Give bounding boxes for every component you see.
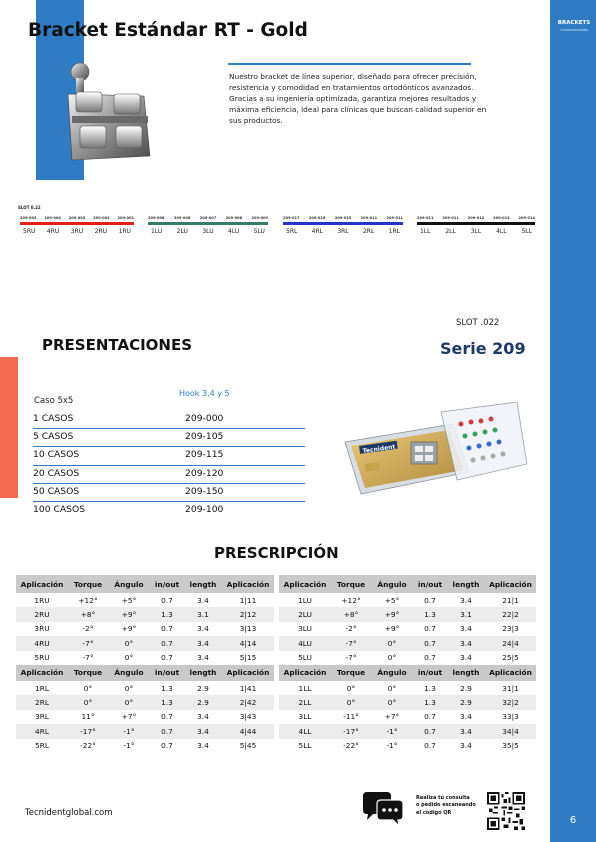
column-header: Aplicación	[279, 665, 331, 681]
table-cell: 0.7	[150, 710, 184, 724]
table-cell: 3.4	[447, 739, 485, 753]
product-code: 209-012	[467, 216, 485, 220]
table-cell: 0.7	[413, 651, 447, 665]
table-cell: 22|2	[485, 607, 536, 621]
table-cell: 3|43	[222, 710, 274, 724]
prescripcion-heading: PRESCRIPCIÓN	[214, 544, 339, 562]
table-row	[16, 651, 274, 665]
presentacion-qty: 20 CASOS	[33, 467, 80, 479]
table-cell: 3.4	[184, 622, 222, 636]
column-header: Aplicación	[16, 575, 68, 593]
prescription-table-left-side	[279, 575, 536, 753]
table-cell: 25|5	[485, 651, 536, 665]
table-cell: -22°	[68, 739, 108, 753]
color-bar	[148, 222, 268, 225]
table-cell: +12°	[331, 593, 371, 607]
table-cell: 3|13	[222, 622, 274, 636]
tooth-label: 1LL	[420, 227, 431, 235]
presentaciones-heading: PRESENTACIONES	[42, 336, 193, 354]
product-code: 209-002	[93, 216, 110, 220]
tooth-label: 3RL	[337, 227, 349, 235]
column-header: in/out	[150, 575, 184, 593]
product-code: 209-015	[334, 216, 352, 220]
presentacion-row	[33, 502, 305, 520]
table-cell: 11°	[68, 710, 108, 724]
table-cell: 0°	[371, 636, 413, 650]
sidebar-category: BRACKETS	[557, 20, 591, 26]
table-row	[16, 607, 274, 621]
table-cell: 21|1	[485, 593, 536, 607]
presentacion-qty: 100 CASOS	[33, 503, 86, 515]
table-cell: 2.9	[184, 695, 222, 709]
table-cell: 2LU	[279, 607, 331, 621]
column-header: Aplicación	[279, 575, 331, 593]
table-row	[16, 622, 274, 636]
right-sidebar	[550, 0, 596, 842]
table-cell: 3.4	[184, 739, 222, 753]
table-cell: 3.4	[184, 710, 222, 724]
table-cell: -7°	[331, 636, 371, 650]
table-cell: 31|1	[485, 681, 536, 695]
table-cell: 4|14	[222, 636, 274, 650]
column-header: length	[447, 665, 485, 681]
slot-label: SLOT .022	[456, 318, 500, 328]
presentacion-qty: 5 CASOS	[33, 431, 74, 443]
table-cell: 2LL	[279, 695, 331, 709]
product-code: 209-016	[308, 216, 326, 220]
column-header: Aplicación	[222, 665, 274, 681]
product-code: 209-011	[360, 216, 378, 220]
slot-label-small: SLOT 0.22	[18, 205, 41, 210]
table-cell: 0°	[331, 695, 371, 709]
table-cell: -1°	[108, 739, 150, 753]
table-cell: 2|42	[222, 695, 274, 709]
table-cell: 0°	[371, 651, 413, 665]
table-cell: -1°	[108, 724, 150, 738]
table-cell: 0.7	[150, 622, 184, 636]
table-cell: 1|41	[222, 681, 274, 695]
table-cell: 5RU	[16, 651, 68, 665]
table-cell: 3.4	[184, 636, 222, 650]
product-code: 209-013	[493, 216, 510, 220]
column-header: length	[184, 575, 222, 593]
table-header-row	[279, 665, 536, 681]
table-cell: 1RU	[16, 593, 68, 607]
table-cell: 34|4	[485, 724, 536, 738]
table-cell: 33|3	[485, 710, 536, 724]
bracket-image	[62, 60, 154, 168]
table-cell: 1LU	[279, 593, 331, 607]
table-cell: -7°	[68, 636, 108, 650]
presentacion-code: 209-100	[185, 503, 224, 515]
prescription-table-right-side	[16, 575, 274, 753]
table-row	[16, 695, 274, 709]
presentacion-code: 209-115	[185, 449, 224, 461]
table-row	[279, 622, 536, 636]
tooth-label: 3LU	[202, 227, 214, 235]
table-row	[16, 724, 274, 738]
table-cell: 0°	[331, 681, 371, 695]
table-row	[279, 695, 536, 709]
table-cell: +8°	[68, 607, 108, 621]
code-group-upper-right	[20, 216, 134, 235]
table-row	[16, 636, 274, 650]
hook-label: Hook 3,4 y 5	[179, 389, 230, 398]
column-header: Aplicación	[485, 575, 536, 593]
tooth-label: 3RU	[70, 227, 84, 235]
table-cell: 23|3	[485, 622, 536, 636]
table-row	[279, 636, 536, 650]
page-number: 6	[569, 815, 577, 826]
website-link[interactable]: Tecnidentglobal.com	[25, 808, 113, 818]
product-code: 209-011	[442, 216, 459, 220]
table-cell: 1.3	[413, 695, 447, 709]
table-cell: 0°	[108, 695, 150, 709]
table-cell: 0.7	[413, 636, 447, 650]
qr-instructions	[416, 795, 476, 817]
table-cell: 0.7	[413, 710, 447, 724]
table-cell: 3.4	[447, 593, 485, 607]
column-header: in/out	[413, 665, 447, 681]
table-cell: 2|12	[222, 607, 274, 621]
column-header: Aplicación	[16, 665, 68, 681]
tooth-label: 3LL	[470, 227, 482, 235]
tooth-label: 4LL	[496, 227, 507, 235]
tooth-label: 4RU	[46, 227, 60, 235]
column-header: Aplicación	[485, 665, 536, 681]
table-cell: 2RU	[16, 607, 68, 621]
table-cell: 3RU	[16, 622, 68, 636]
table-cell: 35|5	[485, 739, 536, 753]
column-header: Torque	[68, 575, 108, 593]
table-cell: +5°	[371, 593, 413, 607]
qr-text-line: o pedido escaneando	[416, 802, 476, 809]
table-cell: +5°	[108, 593, 150, 607]
column-header: Torque	[331, 665, 371, 681]
table-cell: 4LU	[279, 636, 331, 650]
table-cell: 2.9	[447, 681, 485, 695]
tooth-label: 4LU	[228, 227, 240, 235]
presentacion-row	[33, 484, 305, 502]
table-cell: 1.3	[150, 681, 184, 695]
table-cell: 3.1	[184, 607, 222, 621]
product-code: 209-009	[251, 216, 268, 220]
color-bar	[283, 222, 403, 225]
tooth-label: 1RL	[388, 227, 400, 235]
tooth-label: 5RL	[286, 227, 298, 235]
tooth-label: 5RU	[23, 227, 36, 235]
column-header: Ángulo	[371, 575, 413, 593]
page-title: Bracket Estándar RT - Gold	[28, 20, 308, 41]
column-header: in/out	[150, 665, 184, 681]
product-code: 209-007	[199, 216, 217, 220]
product-code: 209-006	[148, 216, 165, 220]
table-cell: 0°	[108, 636, 150, 650]
presentacion-row	[33, 411, 305, 429]
product-code: 209-014	[518, 216, 535, 220]
tooth-label: 1RU	[118, 227, 131, 235]
table-cell: 3.4	[447, 724, 485, 738]
table-cell: 2.9	[447, 695, 485, 709]
qr-text-line: el código QR	[416, 809, 452, 816]
table-cell: 3.4	[447, 651, 485, 665]
table-cell: 0.7	[150, 636, 184, 650]
table-cell: +9°	[371, 607, 413, 621]
table-cell: 0.7	[413, 724, 447, 738]
column-header: length	[447, 575, 485, 593]
table-cell: 1.3	[150, 695, 184, 709]
column-header: Ángulo	[108, 665, 150, 681]
table-cell: -2°	[68, 622, 108, 636]
code-group-lower-right	[283, 216, 403, 235]
table-cell: 0°	[68, 681, 108, 695]
table-cell: 4RL	[16, 724, 68, 738]
table-header-row	[16, 575, 274, 593]
presentacion-code: 209-120	[185, 467, 224, 479]
table-cell: 4|44	[222, 724, 274, 738]
table-cell: 0°	[108, 681, 150, 695]
table-cell: 0.7	[413, 622, 447, 636]
presentacion-code: 209-105	[185, 431, 224, 443]
code-group-upper-left	[148, 216, 268, 235]
tooth-label: 5LL	[521, 227, 532, 235]
table-cell: +8°	[331, 607, 371, 621]
table-header-row	[279, 575, 536, 593]
serie-label: Serie 209	[440, 339, 526, 358]
table-cell: -7°	[331, 651, 371, 665]
table-cell: 3.4	[447, 710, 485, 724]
tooth-label: 4RL	[311, 227, 323, 235]
tooth-label: 2LL	[445, 227, 456, 235]
table-cell: 0°	[108, 651, 150, 665]
table-cell: 0.7	[150, 739, 184, 753]
presentacion-code: 209-000	[185, 413, 224, 424]
table-row	[279, 593, 536, 607]
table-cell: 1LL	[279, 681, 331, 695]
table-cell: 0.7	[150, 724, 184, 738]
table-cell: 0.7	[150, 593, 184, 607]
product-code: 209-006	[173, 216, 191, 220]
table-row	[279, 724, 536, 738]
table-cell: 1.3	[413, 607, 447, 621]
table-cell: 5|15	[222, 651, 274, 665]
table-cell: +12°	[68, 593, 108, 607]
table-cell: 0.7	[413, 739, 447, 753]
table-row	[279, 651, 536, 665]
product-code: 209-005	[20, 216, 37, 220]
table-row	[279, 681, 536, 695]
tooth-label: 2RL	[362, 227, 375, 235]
tooth-label: 2LU	[176, 227, 188, 235]
presentacion-row	[33, 447, 305, 465]
presentacion-code: 209-150	[185, 485, 224, 497]
table-cell: -11°	[331, 710, 371, 724]
product-code: 209-011	[386, 216, 403, 220]
tooth-label: 2RU	[94, 227, 108, 235]
table-cell: 32|2	[485, 695, 536, 709]
table-cell: 1.3	[150, 607, 184, 621]
sidebar-subcategory: Convencionales	[560, 28, 588, 32]
table-cell: 24|4	[485, 636, 536, 650]
table-row	[279, 739, 536, 753]
table-row	[279, 607, 536, 621]
caso-label: Caso 5x5	[34, 396, 74, 406]
color-bar	[417, 222, 535, 225]
table-cell: +7°	[371, 710, 413, 724]
table-cell: 3.1	[447, 607, 485, 621]
table-row	[16, 710, 274, 724]
table-cell: 2RL	[16, 695, 68, 709]
table-cell: +9°	[108, 622, 150, 636]
table-cell: -22°	[331, 739, 371, 753]
table-cell: 0°	[371, 695, 413, 709]
presentaciones-table	[33, 411, 305, 520]
column-header: in/out	[413, 575, 447, 593]
table-cell: 5LU	[279, 651, 331, 665]
table-cell: -1°	[371, 724, 413, 738]
product-code: 209-004	[44, 216, 61, 220]
presentacion-qty: 50 CASOS	[33, 485, 80, 497]
column-header: Ángulo	[108, 575, 150, 593]
table-cell: 0.7	[150, 651, 184, 665]
table-cell: -2°	[331, 622, 371, 636]
product-box-image	[341, 402, 529, 502]
table-cell: -17°	[331, 724, 371, 738]
code-group-lower-left	[417, 216, 535, 235]
table-cell: 4RU	[16, 636, 68, 650]
qr-text-line: Realiza tú consulta	[416, 795, 470, 801]
product-description: Nuestro bracket de línea superior, diseñado para ofrecer precisión, resistencia y comodidad en tratamientos ortodónticos avanzados. Gracias a su ingeniería optimizada, garantiza mejores resultados y máxima eficiencia, ideal para clínicas que buscan calidad superior en sus productos.	[229, 72, 487, 125]
table-cell: 2.9	[184, 681, 222, 695]
table-cell: 0.7	[413, 593, 447, 607]
qr-code[interactable]	[487, 792, 525, 830]
table-cell: 5LL	[279, 739, 331, 753]
chat-icon	[361, 790, 405, 828]
table-row	[16, 739, 274, 753]
table-cell: 1|11	[222, 593, 274, 607]
table-cell: -17°	[68, 724, 108, 738]
presentacion-qty: 1 CASOS	[33, 413, 74, 424]
presentacion-qty: 10 CASOS	[33, 449, 80, 461]
table-cell: 3.4	[184, 724, 222, 738]
table-cell: -1°	[371, 739, 413, 753]
table-cell: 1RL	[16, 681, 68, 695]
table-cell: 4LL	[279, 724, 331, 738]
presentacion-row	[33, 429, 305, 447]
table-cell: -7°	[68, 651, 108, 665]
table-cell: 1.3	[413, 681, 447, 695]
table-cell: 5|45	[222, 739, 274, 753]
table-cell: 0°	[68, 695, 108, 709]
table-cell: 3.4	[447, 636, 485, 650]
column-header: length	[184, 665, 222, 681]
product-code: 209-003	[68, 216, 86, 220]
color-bar	[20, 222, 134, 225]
tooth-label: 1LU	[151, 227, 163, 235]
table-row	[16, 681, 274, 695]
table-cell: 3.4	[184, 593, 222, 607]
product-code: 209-001	[117, 216, 134, 220]
tooth-label: 5LU	[253, 227, 265, 235]
column-header: Torque	[68, 665, 108, 681]
column-header: Ángulo	[371, 665, 413, 681]
table-cell: 3RL	[16, 710, 68, 724]
table-cell: 5RL	[16, 739, 68, 753]
product-code: 209-017	[283, 216, 300, 220]
table-cell: 3.4	[447, 622, 485, 636]
title-underline	[228, 63, 471, 65]
presentacion-row	[33, 466, 305, 484]
table-cell: 3LL	[279, 710, 331, 724]
table-row	[279, 710, 536, 724]
table-cell: 3.4	[184, 651, 222, 665]
table-cell: 3LU	[279, 622, 331, 636]
table-cell: 0°	[371, 681, 413, 695]
table-cell: +7°	[108, 710, 150, 724]
orange-accent-bar	[0, 357, 18, 498]
table-row	[16, 593, 274, 607]
table-cell: +9°	[371, 622, 413, 636]
table-cell: +9°	[108, 607, 150, 621]
table-header-row	[16, 665, 274, 681]
product-code: 209-008	[225, 216, 243, 220]
box-brand-text: Tecnident	[362, 443, 396, 455]
product-code: 209-011	[417, 216, 434, 220]
column-header: Aplicación	[222, 575, 274, 593]
column-header: Torque	[331, 575, 371, 593]
